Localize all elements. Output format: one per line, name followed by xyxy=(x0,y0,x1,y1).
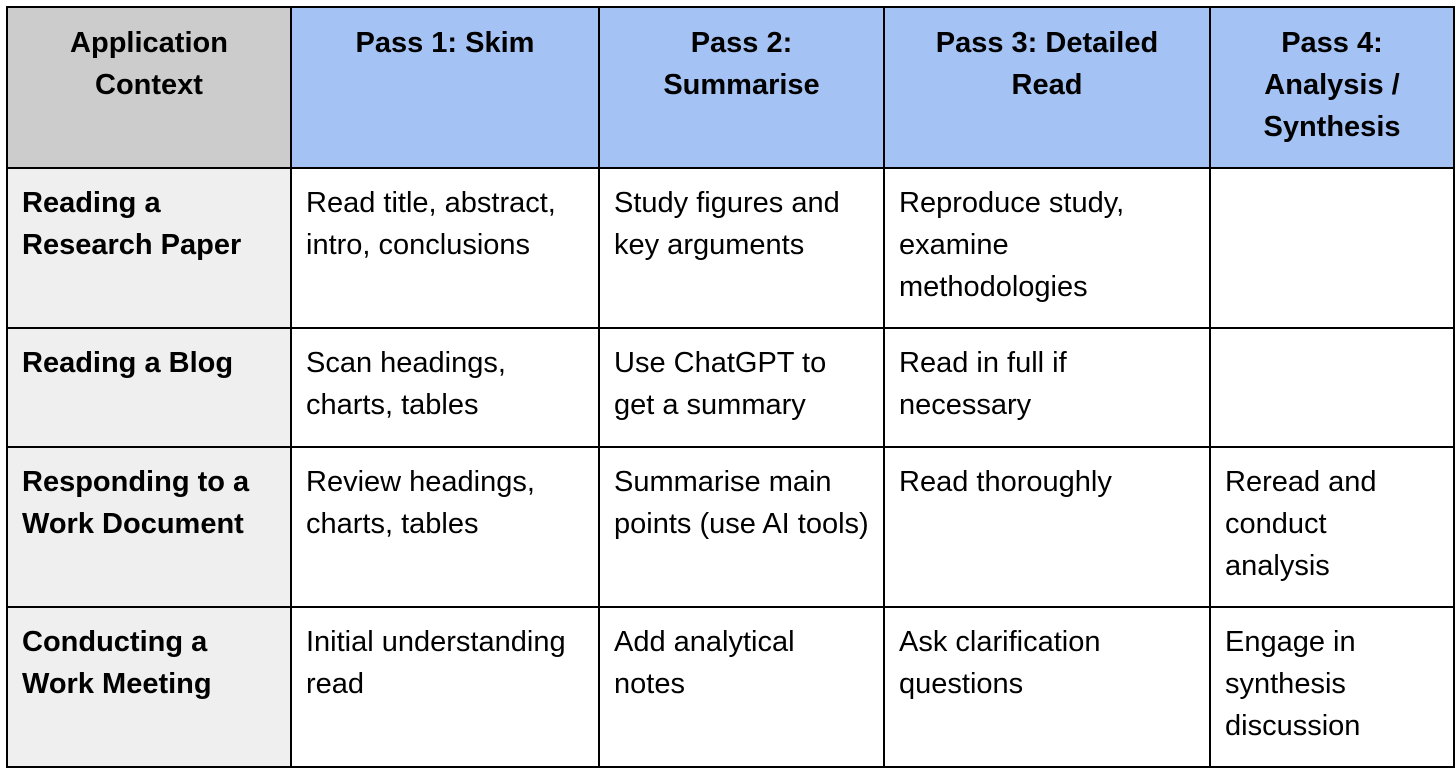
table-cell-pass-4 xyxy=(1210,328,1454,447)
table-cell-pass-4: Reread and conduct analysis xyxy=(1210,447,1454,607)
row-context-label: Reading a Research Paper xyxy=(7,168,291,328)
header-pass-4: Pass 4: Analysis / Synthesis xyxy=(1210,7,1454,168)
table-cell-pass-2: Use ChatGPT to get a summary xyxy=(599,328,884,447)
row-context-label: Reading a Blog xyxy=(7,328,291,447)
table-cell-pass-4: Engage in synthesis discussion xyxy=(1210,607,1454,767)
table-row xyxy=(7,168,1454,328)
table-cell-pass-1: Read title, abstract, intro, conclusions xyxy=(291,168,599,328)
row-context-label: Responding to a Work Document xyxy=(7,447,291,607)
table-cell-pass-4 xyxy=(1210,168,1454,328)
table-row xyxy=(7,607,1454,767)
table-row xyxy=(7,447,1454,607)
header-row xyxy=(7,7,1454,168)
table-cell-pass-2: Add analytical notes xyxy=(599,607,884,767)
table-cell-pass-2: Study figures and key arguments xyxy=(599,168,884,328)
table-cell-pass-3: Read thoroughly xyxy=(884,447,1210,607)
table-cell-pass-2: Summarise main points (use AI tools) xyxy=(599,447,884,607)
table-cell-pass-3: Read in full if necessary xyxy=(884,328,1210,447)
header-pass-1: Pass 1: Skim xyxy=(291,7,599,168)
table-cell-pass-3: Ask clarification questions xyxy=(884,607,1210,767)
table-cell-pass-1: Scan headings, charts, tables xyxy=(291,328,599,447)
reading-passes-table xyxy=(6,6,1455,768)
table-cell-pass-3: Reproduce study, examine methodologies xyxy=(884,168,1210,328)
header-pass-3: Pass 3: Detailed Read xyxy=(884,7,1210,168)
header-application-context: Application Context xyxy=(7,7,291,168)
table-cell-pass-1: Initial understanding read xyxy=(291,607,599,767)
row-context-label: Conducting a Work Meeting xyxy=(7,607,291,767)
table-cell-pass-1: Review headings, charts, tables xyxy=(291,447,599,607)
reading-passes-table-wrapper xyxy=(6,6,1455,768)
header-pass-2: Pass 2: Summarise xyxy=(599,7,884,168)
table-row xyxy=(7,328,1454,447)
